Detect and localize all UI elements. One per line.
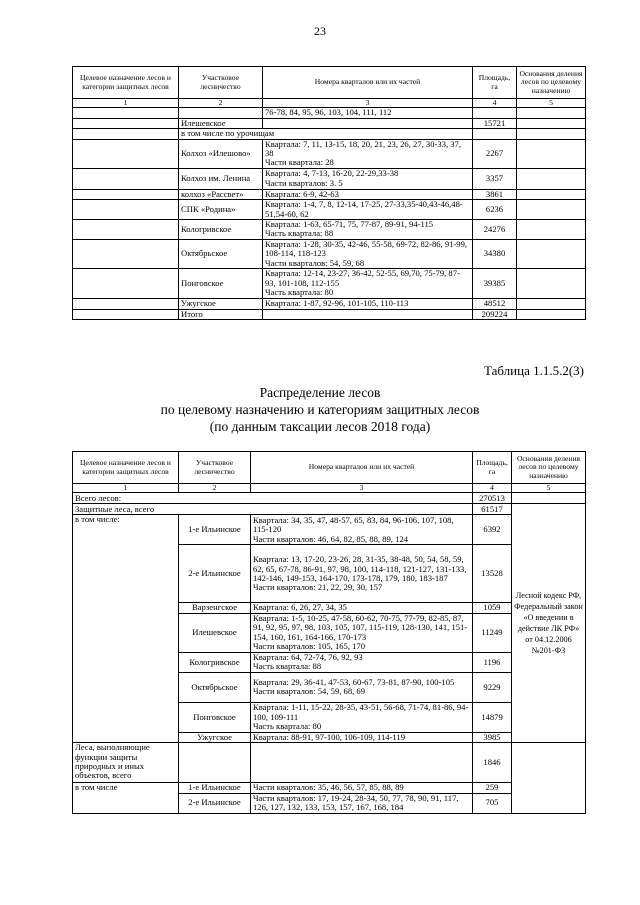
row-quarters: Квартала: 29, 36-41, 47-53, 60-67, 73-81, 87-90, 100-105 Части кварталов: 54, 59, 68, 69 [251,672,473,702]
row-quarters [251,743,473,783]
row-basis [517,299,586,309]
row-area: 24276 [473,220,517,240]
forest-table-continued [72,66,586,320]
table-row [73,108,586,118]
row-quarters [263,309,473,319]
functions-area: 1846 [473,743,512,783]
protective-forest-label: Защитные леса, всего [73,504,473,515]
row-district: 2-е Ильинское [179,793,251,813]
page-number: 23 [314,24,326,38]
row-quarters: Части кварталов: 17, 19-24, 28-34, 50, 77, 78, 90, 91, 117, 126, 127, 132, 133, 153, 157, 167, 168, 184 [251,793,473,813]
row-quarters: Квартала: 1-11, 15-22, 28-35, 43-51, 56-68, 71-74, 81-86, 94-100, 109-111 Часть квартала: 80 [251,702,473,732]
table-row [73,139,586,168]
header-purpose: Целевое назначение лесов и категории защитных лесов [73,452,179,484]
row-district: Илешевское [179,613,251,652]
table-title-line-1: Распределение лесов [259,385,381,400]
row-basis [517,309,586,319]
header-basis: Основания деления лесов по целевому назначению [517,67,586,99]
row-district: Понговское [179,269,263,299]
row-purpose [73,200,179,220]
header-district: Участковое лесничество [179,67,263,99]
header-area: Площадь, га [473,452,512,484]
total-forest-area: 270513 [473,493,512,504]
row-area: 14879 [473,702,512,732]
row-area: 259 [473,783,512,793]
row-area: 34380 [473,239,517,268]
row-district: в том числе по урочищам [179,129,473,139]
row-purpose [73,309,179,319]
row-purpose [73,269,179,299]
table-row [73,239,586,268]
row-basis [517,239,586,268]
row-purpose [73,299,179,309]
row-district: Кологривское [179,652,251,672]
row-area: 13528 [473,545,512,603]
row-quarters: Квартала: 1-4, 7, 8, 12-14, 17-25, 27-33,35-40,43-46,48-51,54-60, 62 [263,200,473,220]
row-quarters: Квартала: 4, 7-13, 16-20, 22-29,33-38 Части кварталов: 3. 5 [263,168,473,189]
colnum-2: 2 [179,484,251,493]
row-area: 39385 [473,269,517,299]
row-area: 2267 [473,139,517,168]
row-area: 3861 [473,189,517,199]
row-purpose [73,108,179,118]
row-quarters: Квартала: 1-5, 10-25, 47-58, 60-62, 70-75, 77-79, 82-85, 87, 91, 92, 95, 97, 98, 103, 105, 107, 115-119, 128-130, 141, 151-154, 160, 161, 164-166, 170-173 Части кварталов: 105, 165, 170 [251,613,473,652]
row-area: 3985 [473,732,512,742]
header-quarters: Номера кварталов или их частей [263,67,473,99]
row-purpose [73,189,179,199]
forest-distribution-table [72,451,586,814]
row-district: 1-е Ильинское [179,783,251,793]
row-district: колхоз «Рассвет» [179,189,263,199]
row-area: 48512 [473,299,517,309]
colnum-5: 5 [512,484,586,493]
row-district: Ужугское [179,732,251,742]
row-purpose [73,168,179,189]
row-area: 705 [473,793,512,813]
row-basis [517,168,586,189]
total-forest-label: Всего лесов: [73,493,473,504]
row-district: Колхоз «Илешово» [179,139,263,168]
row-basis [517,129,586,139]
table-row [73,515,586,545]
row-basis [517,220,586,240]
colnum-1: 1 [73,99,179,108]
row-quarters: Квартала: 1-87, 92-96, 101-105, 110-113 [263,299,473,309]
header-purpose: Целевое назначение лесов и категории защитных лесов [73,67,179,99]
row-quarters: 76-78, 84, 95, 96, 103, 104, 111, 112 [263,108,473,118]
row-district: Кологривское [179,220,263,240]
row-area: 15721 [473,118,517,128]
header-basis: Основания деления лесов по целевому назначению [512,452,586,484]
row-quarters: Части кварталов: 35, 46, 56, 57, 85, 88, 89 [251,783,473,793]
incl2-label: в том числе [73,783,179,813]
row-district: Ужугское [179,299,263,309]
row-quarters: Квартала: 12-14, 23-27, 36-42, 52-55, 69,70, 75-79, 87-93, 101-108, 112-155 Часть квартала: 80 [263,269,473,299]
row-area: 1196 [473,652,512,672]
table-row [73,200,586,220]
row-basis [512,743,586,813]
row-basis [517,118,586,128]
row-purpose [73,220,179,240]
row-area: 3357 [473,168,517,189]
table-row [73,168,586,189]
row-district: Колхоз им. Ленина [179,168,263,189]
law-basis: Лесной кодекс РФ, Федеральный закон «О введении в действие ЛК РФ» от 04.12.2006 №201-ФЗ [512,504,586,743]
table-row [73,129,586,139]
row-district [179,743,251,783]
row-basis [517,200,586,220]
row-quarters: Квартала: 6-9, 42-63 [263,189,473,199]
row-purpose [73,139,179,168]
functions-label: Леса, выполняющие функции защиты природных и иных объектов, всего [73,743,179,783]
colnum-1: 1 [73,484,179,493]
row-quarters: Квартала: 1-28, 30-35, 42-46, 55-58, 69-72, 82-86, 91-99, 108-114, 118-123 Части кварталов: 54, 59, 68 [263,239,473,268]
colnum-4: 4 [473,99,517,108]
table-row [73,299,586,309]
table-row [73,783,586,793]
row-area: 1059 [473,603,512,613]
row-basis [517,269,586,299]
incl-label: в том числе: [73,515,179,743]
row-quarters: Квартала: 88-91, 97-100, 106-109, 114-119 [251,732,473,742]
row-district: Понговское [179,702,251,732]
row-quarters [263,118,473,128]
row-basis [517,189,586,199]
row-district: 2-е Ильинское [179,545,251,603]
row-purpose [73,129,179,139]
table-row [73,220,586,240]
colnum-3: 3 [263,99,473,108]
row-district: Илешевское [179,118,263,128]
total-forest-basis [512,493,586,504]
row-quarters: Квартала: 1-63, 65-71, 75, 77-87, 89-91, 94-115 Часть квартала: 88 [263,220,473,240]
table-row [73,743,586,783]
row-purpose [73,118,179,128]
row-area: 11249 [473,613,512,652]
row-quarters: Квартала: 64, 72-74, 76, 92, 93 Часть квартала: 88 [251,652,473,672]
header-district: Участковое лесничество [179,452,251,484]
table-row [73,269,586,299]
row-quarters: Квартала: 7, 11, 13-15, 18, 20, 21, 23, 26, 27, 30-33, 37, 38 Части квартала: 28 [263,139,473,168]
colnum-4: 4 [473,484,512,493]
row-district: 1-е Ильинское [179,515,251,545]
row-quarters: Квартала: 34, 35, 47, 48-57, 65, 83, 84, 96-106, 107, 108, 115-120 Части кварталов: 46, 64, 82, 85, 88, 89, 124 [251,515,473,545]
row-basis [517,139,586,168]
row-district: Итого [179,309,263,319]
row-area: 9229 [473,672,512,702]
row-area: 6392 [473,515,512,545]
colnum-3: 3 [251,484,473,493]
row-district: Октябрьское [179,239,263,268]
row-basis [517,108,586,118]
row-area [473,108,517,118]
colnum-5: 5 [517,99,586,108]
table-row [73,118,586,128]
row-area: 209224 [473,309,517,319]
table-row [73,189,586,199]
table-row [73,309,586,319]
row-purpose [73,239,179,268]
row-quarters: Квартала: 13, 17-20, 23-26, 28, 31-35, 38-48, 50, 54, 58, 59, 62, 65, 67-78, 86-91, 97, 98, 100, 114-118, 121-127, 131-133, 142-146, 149-153, 164-170, 173-178, 179, 180, 183-187 Части кварталов: 21, 22, 29, 30, 157 [251,545,473,603]
row-area: 6236 [473,200,517,220]
row-quarters: Квартала: 6, 26, 27, 34, 35 [251,603,473,613]
row-district: Варзенгское [179,603,251,613]
colnum-2: 2 [179,99,263,108]
row-district: Октябрьское [179,672,251,702]
table-title-line-2: по целевому назначению и категориям защитных лесов [160,402,480,417]
table-title-line-3: (по данным таксации лесов 2018 года) [209,419,431,434]
protective-forest-area: 61517 [473,504,512,515]
table-label: Таблица 1.1.5.2(3) [483,363,584,378]
row-area [473,129,517,139]
row-district: СПК «Родина» [179,200,263,220]
header-quarters: Номера кварталов или их частей [251,452,473,484]
header-area: Площадь, га [473,67,517,99]
row-district [179,108,263,118]
